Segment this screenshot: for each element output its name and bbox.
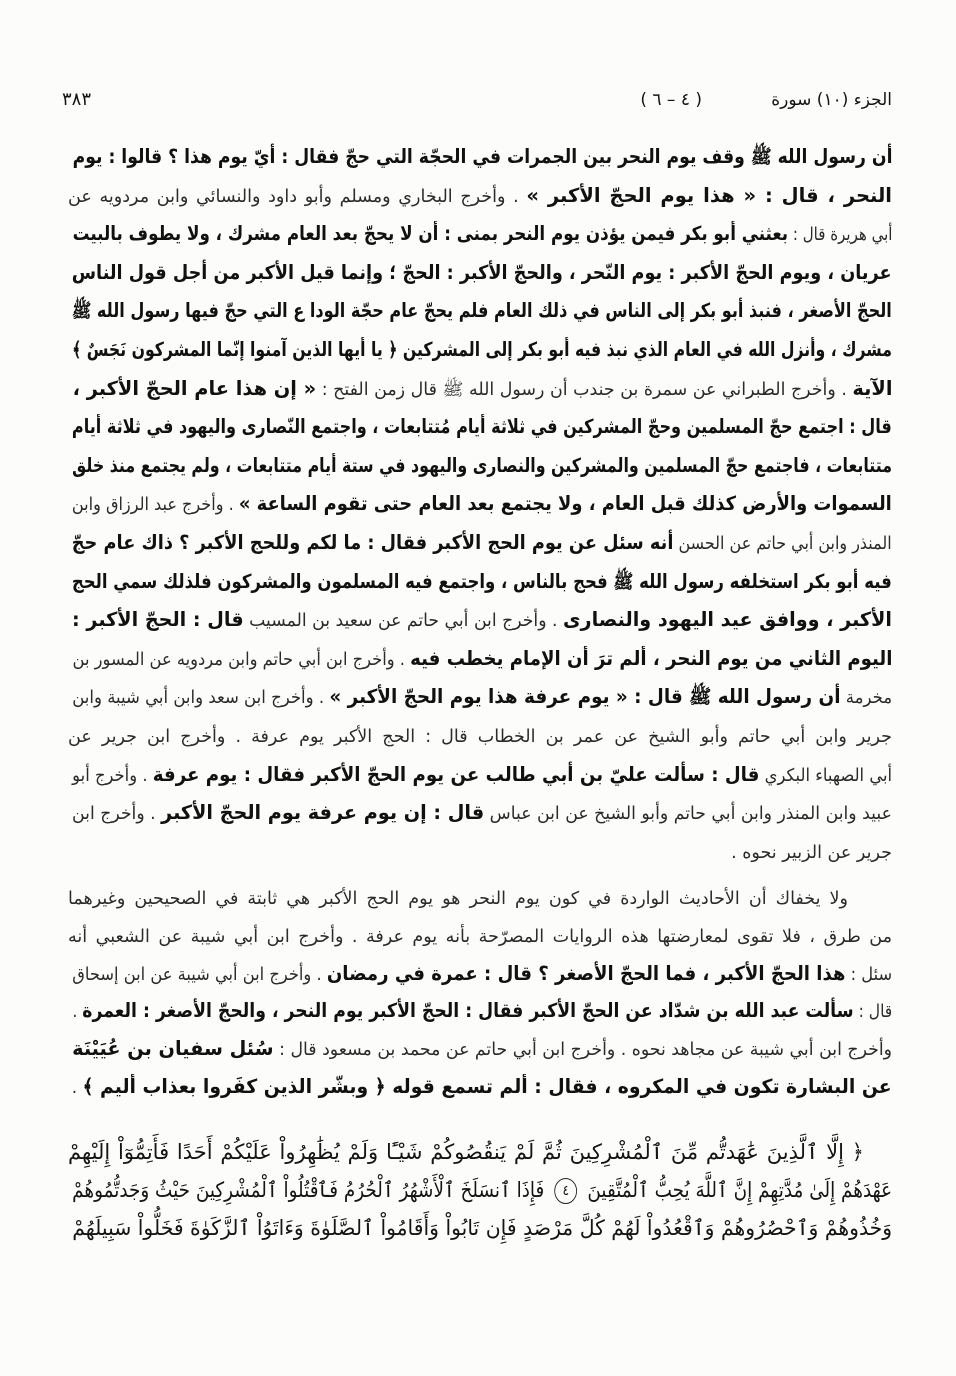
- text-line: [68, 992, 892, 1030]
- narration-text: . وأخرج أبو: [72, 765, 153, 786]
- verse-range: ( ٤ – ٦ ): [640, 90, 702, 110]
- text-line: [68, 254, 892, 293]
- narration-text: المنذر وابن أبي حاتم عن الحسن: [673, 533, 892, 554]
- line-content: [72, 1209, 892, 1247]
- narration-text: من طرق ، فلا تقوى لمعارضتها هذه الروايات المصرّحة بأنه يوم عرفة . وأخرج ابن أبي شيبة عن الشعبي أنه: [68, 926, 892, 947]
- quoted-hadith-text: الآية: [851, 376, 892, 400]
- quoted-hadith-text: سألت عبد الله بن شدّاد عن الحجّ الأكبر فقال : الحجّ الأكبر يوم النحر ، والحجّ الأصغر : العمرة: [82, 999, 854, 1023]
- line-content: [72, 254, 892, 293]
- narration-text: جرير عن الزبير نحوه .: [731, 842, 892, 863]
- line-content: [72, 678, 892, 718]
- line-content: [72, 524, 892, 564]
- line-content: [72, 331, 892, 370]
- quoted-hadith-text: فيه أبو بكر استخلفه رسول الله ﷺ فحج بالناس ، واجتمع فيه المسلمون والمشركون فلذلك سمي الحج: [72, 569, 892, 593]
- line-content: [72, 1171, 892, 1209]
- narration-text: أبي الصهباء البكري: [759, 765, 892, 786]
- quran-verses-block: [68, 1133, 892, 1247]
- narration-text: . وأخرج عبد الرزاق وابن: [72, 495, 240, 516]
- text-line: [68, 447, 892, 486]
- quran-line: [68, 1133, 892, 1171]
- line-content: [72, 1068, 892, 1108]
- text-line: [68, 833, 892, 872]
- text-line: [68, 678, 892, 717]
- text-line: [68, 1068, 892, 1106]
- text-line: [68, 138, 892, 177]
- text-line: [68, 917, 892, 955]
- quoted-hadith-text: هذا الحجّ الأكبر ، فما الحجّ الأصغر ؟ قال : عمرة في رمضان: [326, 961, 846, 985]
- quoted-hadith-text: قال : الحجّ الأكبر :: [72, 608, 244, 632]
- line-content: [68, 717, 892, 757]
- text-line: [68, 640, 892, 679]
- quran-verse-text: وَخُذُوهُمْ وَٱحْصُرُوهُمْ وَٱقْعُدُواْ لَهُمْ كُلَّ مَرْصَدٍ فَإِن تَابُواْ وَأَقَامُواْ ٱلصَّلَوٰةَ وَءَاتَوُاْ ٱلزَّكَوٰةَ فَخَلُّواْ سَبِيلَهُمْ: [72, 1216, 892, 1240]
- text-line: [68, 879, 892, 917]
- narration-text: أبي هريرة قال :: [787, 225, 892, 246]
- quoted-hadith-text: قال : سألت عليّ بن أبي طالب عن يوم الحجّ الأكبر فقال : يوم عرفة: [152, 762, 760, 786]
- quoted-hadith-text: قال : اجتمع حجّ المسلمين وحجّ المشركين في ثلاثة أيام مُتتابعات ، واجتمع النّصارى واليهود في ثلاثة أيام: [72, 415, 892, 439]
- quoted-hadith-text: أنه سئل عن يوم الحج الأكبر فقال : ما لكم وللحج الأكبر ؟ ذاك عام حجّ: [72, 530, 674, 554]
- line-content: [68, 1133, 864, 1171]
- text-line: [68, 524, 892, 563]
- narration-text: . وأخرج ابن سعد وابن أبي شيبة وابن: [72, 688, 330, 709]
- line-content: [731, 833, 892, 873]
- text-line: [68, 408, 892, 447]
- quran-line: [68, 1209, 892, 1247]
- text-line: [68, 331, 892, 370]
- quoted-hadith-text: الحجّ الأصغر ، فنبذ أبو بكر إلى الناس في ذلك العام فلم يحجّ عام حجّة الودا ع التي حجّ فيها رسول الله ﷺ: [72, 299, 892, 323]
- text-line: [68, 955, 892, 993]
- narration-text: .: [72, 1077, 83, 1098]
- quran-line: [68, 1171, 892, 1209]
- text-line: [68, 485, 892, 524]
- quoted-hadith-text: اليوم الثاني من يوم النحر ، ألم ترَ أن الإمام يخطب فيه: [409, 646, 892, 670]
- quoted-hadith-text: بعثني أبو بكر فيمن يؤذن يوم النحر بمنى : أن لا يحجّ بعد العام مشرك ، ولا يطوف بالبيت: [72, 222, 788, 246]
- text-line: [68, 370, 892, 409]
- quoted-hadith-text: أن رسول الله ﷺ وقف يوم النحر بين الجمرات في الحجّة التي حجّ فقال : أيّ يوم هذا ؟ قالوا : يوم: [72, 145, 892, 168]
- narration-text: . وأخرج الطبراني عن سمرة بن جندب أن رسول الله ﷺ قال زمن الفتح :: [315, 379, 852, 400]
- quoted-hadith-text: مشرك ، وأنزل الله في العام الذي نبذ فيه أبو بكر إلى المشركين ﴿ يا أيها الذين آمنوا إنّما المشركون نَجَسٌ ﴾: [72, 337, 892, 361]
- text-line: [68, 177, 892, 216]
- quoted-hadith-text: النحر ، قال : « هذا يوم الحجّ الأكبر »: [526, 183, 892, 207]
- line-content: [72, 485, 892, 525]
- line-content: [72, 756, 892, 796]
- page-number: ٣٨٣: [62, 89, 92, 110]
- narration-text: عبيد وابن المنذر وابن أبي حاتم وأبو الشيخ عن ابن عباس: [484, 804, 892, 825]
- commentary-paragraph: [68, 879, 892, 1106]
- narration-text: سئل :: [845, 964, 892, 985]
- narration-text: مخرمة: [840, 688, 892, 709]
- quoted-hadith-text: السموات والأرض كذلك قبل العام ، ولا يجتمع بعد العام حتى تقوم الساعة »: [239, 492, 892, 516]
- line-content: [72, 408, 892, 447]
- line-content: [72, 992, 892, 1032]
- part-and-surah-label: الجزء (١٠) سورة: [771, 90, 892, 110]
- line-content: [72, 955, 892, 995]
- quoted-hadith-text: سُئل سفيان بن عُيَيْنَة: [72, 1037, 274, 1061]
- line-content: [72, 563, 892, 602]
- text-line: [68, 601, 892, 640]
- line-content: [72, 215, 892, 255]
- text-line: [68, 756, 892, 795]
- line-content: [72, 794, 892, 834]
- line-content: [72, 601, 892, 641]
- narration-text: . وأخرج ابن أبي حاتم عن سعيد بن المسيب: [243, 611, 564, 632]
- line-content: [72, 138, 892, 177]
- text-line: [68, 563, 892, 602]
- quoted-hadith-text: أن رسول الله ﷺ قال : « يوم عرفة هذا يوم الحجّ الأكبر »: [329, 685, 841, 709]
- narration-text: وأخرج ابن أبي شيبة عن مجاهد نحوه . وأخرج ابن أبي حاتم عن محمد بن مسعود قال :: [273, 1040, 892, 1061]
- narration-text: .: [72, 1002, 83, 1023]
- narration-text: قال :: [853, 1002, 892, 1023]
- text-line: [68, 717, 892, 756]
- quoted-hadith-text: متتابعات ، فاجتمع حجّ المسلمين والمشركين والنصارى واليهود في ستة أيام متتابعات ، ولم يجتمع منذ خلق: [72, 453, 892, 477]
- quran-verse-text: ﴿ إِلَّا ٱلَّذِينَ عَٰهَدتُّم مِّنَ ٱلْمُشْرِكِينَ ثُمَّ لَمْ يَنقُصُوكُمْ شَيْـًٔا وَلَمْ يُظَٰهِرُواْ عَلَيْكُمْ أَحَدًا فَأَتِمُّوٓاْ إِلَيْهِمْ: [68, 1140, 864, 1164]
- narration-text: جرير وابن أبي حاتم وأبو الشيخ عن عمر بن الخطاب قال : الحج الأكبر يوم عرفة . وأخرج ابن جرير عن: [68, 726, 892, 747]
- line-content: [72, 447, 892, 486]
- narration-text: . وأخرج ابن: [72, 804, 162, 825]
- text-line: [68, 292, 892, 331]
- line-content: [68, 177, 892, 217]
- text-line: [68, 794, 892, 833]
- commentary-paragraph: [68, 138, 892, 871]
- narration-text: . وأخرج البخاري ومسلم وأبو داود والنسائي وابن مردويه عن: [68, 186, 527, 207]
- quoted-hadith-text: « إن هذا عام الحجّ الأكبر ،: [72, 376, 316, 400]
- quoted-hadith-text: عن البشارة تكون في المكروه ، فقال : ألم تسمع قوله ﴿ وبشّر الذين كفَروا بعذاب أليم ﴾: [82, 1074, 892, 1098]
- line-content: [68, 917, 892, 957]
- line-content: [68, 879, 848, 919]
- ayah-number-marker: ٤: [554, 1178, 577, 1204]
- line-content: [72, 370, 892, 410]
- text-line: [68, 215, 892, 254]
- quran-verse-text: عَهْدَهُمْ إِلَىٰ مُدَّتِهِمْ إِنَّ ٱللَّهَ يُحِبُّ ٱلْمُتَّقِينَ: [581, 1178, 892, 1202]
- line-content: [72, 640, 892, 680]
- narration-text: . وأخرج ابن أبي شيبة عن ابن إسحاق: [72, 964, 327, 985]
- quoted-hadith-text: قال : إن يوم عرفة يوم الحجّ الأكبر: [161, 801, 485, 825]
- narration-text: ولا يخفاك أن الأحاديث الواردة في كون يوم النحر هو يوم الحج الأكبر هي ثابتة في الصحيحين وغيرهما: [68, 889, 848, 909]
- line-content: [72, 1030, 892, 1070]
- text-line: [68, 1030, 892, 1068]
- quoted-hadith-text: الأكبر ، ووافق عيد اليهود والنصارى: [563, 608, 892, 632]
- narration-text: . وأخرج ابن أبي حاتم وابن مردويه عن المسور بن: [72, 649, 410, 670]
- quoted-hadith-text: عريان ، ويوم الحجّ الأكبر : يوم النّحر ، والحجّ الأكبر : الحجّ ؛ وإنما قيل الأكبر من أجل قول الناس: [72, 260, 892, 284]
- running-header: [62, 87, 892, 113]
- line-content: [72, 292, 892, 331]
- quran-verse-text: فَإِذَا ٱنسَلَخَ ٱلْأَشْهُرُ ٱلْحُرُمُ فَٱقْتُلُواْ ٱلْمُشْرِكِينَ حَيْثُ وَجَدتُّمُوهُمْ: [72, 1178, 551, 1202]
